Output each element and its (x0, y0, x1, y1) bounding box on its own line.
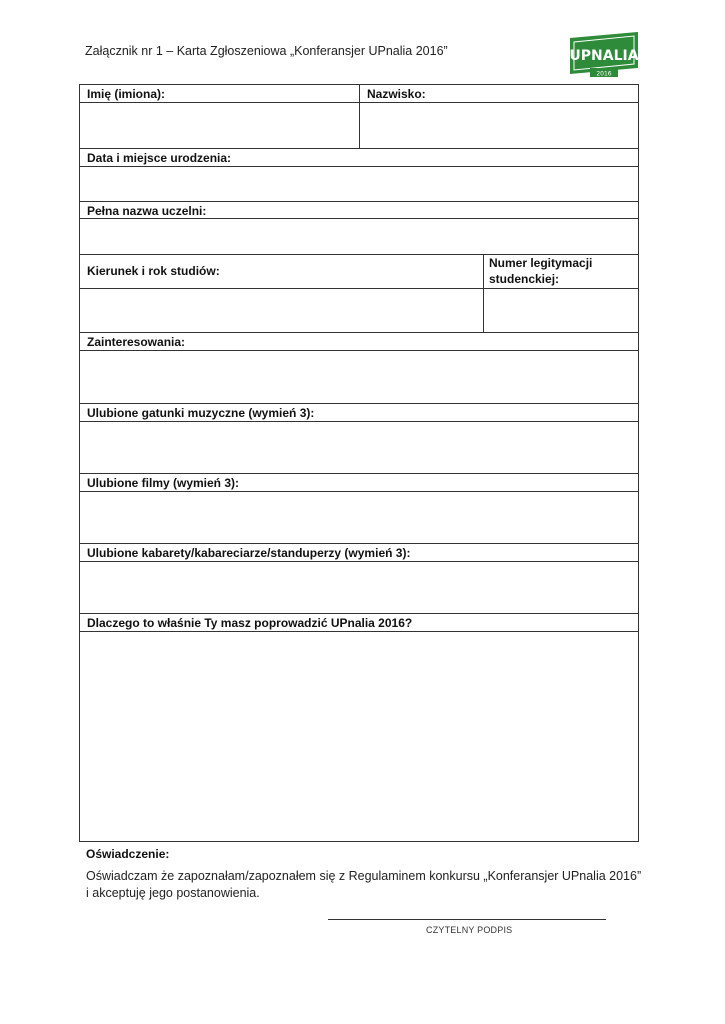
name-input-area[interactable] (80, 102, 638, 148)
music-label: Ulubione gatunki muzyczne (wymień 3): (87, 406, 315, 420)
films-row (80, 473, 638, 543)
study-input-area[interactable] (80, 288, 638, 333)
signature-label: CZYTELNY PODPIS (426, 925, 513, 935)
application-form (79, 84, 639, 842)
declaration-line2: i akceptuję jego postanowienia. (86, 886, 260, 900)
name-row (80, 85, 638, 148)
study-row (80, 254, 638, 332)
why-row (80, 613, 638, 842)
films-label: Ulubione filmy (wymień 3): (87, 476, 240, 490)
birth-input-area[interactable] (80, 166, 638, 202)
interests-row (80, 332, 638, 403)
interests-input-area[interactable] (80, 350, 638, 404)
university-input-area[interactable] (80, 218, 638, 255)
page-header-title: Załącznik nr 1 – Karta Zgłoszeniowa „Konferansjer UPnalia 2016” (85, 44, 448, 58)
cabaret-label: Ulubione kabarety/kabareciarze/standuperzy (wymień 3): (87, 546, 411, 560)
last-name-label: Nazwisko: (367, 87, 426, 101)
why-label: Dlaczego to właśnie Ty masz poprowadzić UPnalia 2016? (87, 616, 413, 630)
declaration-text (86, 868, 646, 902)
student-id-label-line2: studenckiej: (489, 272, 560, 286)
music-input-area[interactable] (80, 421, 638, 474)
upnalia-logo (568, 28, 640, 82)
field-year-label: Kierunek i rok studiów: (87, 264, 220, 278)
declaration-line1: Oświadczam że zapoznałam/zapoznałem się z Regulaminem konkursu „Konferansjer UPnalia 2016” (86, 869, 642, 883)
logo-year: 2016 (596, 70, 612, 78)
student-id-label-line1: Numer legitymacji (489, 256, 593, 270)
music-row (80, 403, 638, 473)
university-label: Pełna nazwa uczelni: (87, 204, 207, 218)
university-row (80, 201, 638, 254)
why-input-area[interactable] (80, 631, 638, 843)
signature-line[interactable] (328, 919, 606, 920)
cabaret-input-area[interactable] (80, 561, 638, 614)
cabaret-row (80, 543, 638, 613)
logo-text: UPNALIA (569, 48, 639, 64)
interests-label: Zainteresowania: (87, 335, 186, 349)
birth-row (80, 148, 638, 201)
films-input-area[interactable] (80, 491, 638, 544)
declaration-title: Oświadczenie: (86, 847, 170, 861)
first-name-label: Imię (imiona): (87, 87, 166, 101)
birth-label: Data i miejsce urodzenia: (87, 151, 232, 165)
